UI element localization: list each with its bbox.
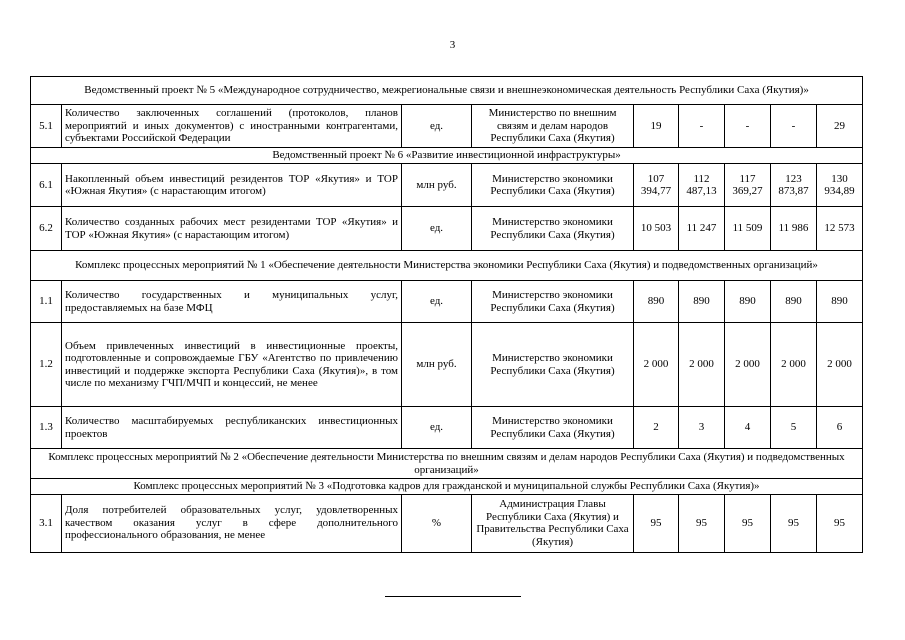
indicator-name: Доля потребителей образовательных услуг, удовлетворенных качеством оказания услуг в сфере дополнительного профессионального образования, не менее bbox=[62, 494, 402, 552]
value-cell: 2 000 bbox=[771, 323, 817, 407]
value-cell: - bbox=[679, 105, 725, 148]
section-title: Ведомственный проект № 5 «Международное сотрудничество, межрегиональные связи и внешнеэкономическая деятельность Республики Саха (Якутия)» bbox=[31, 77, 863, 105]
section-title: Комплекс процессных мероприятий № 3 «Подготовка кадров для гражданской и муниципальной службы Республики Саха (Якутия)» bbox=[31, 479, 863, 495]
value-cell: 890 bbox=[817, 281, 863, 323]
table-row bbox=[31, 164, 863, 207]
row-number: 1.3 bbox=[31, 407, 62, 449]
row-number: 1.2 bbox=[31, 323, 62, 407]
value-cell: 29 bbox=[817, 105, 863, 148]
unit-of-measure: ед. bbox=[402, 207, 472, 251]
value-cell: 95 bbox=[817, 494, 863, 552]
row-number: 6.2 bbox=[31, 207, 62, 251]
unit-of-measure: % bbox=[402, 494, 472, 552]
value-cell: - bbox=[725, 105, 771, 148]
responsible-body: Администрация Главы Республики Саха (Якутия) и Правительства Республики Саха (Якутия) bbox=[472, 494, 634, 552]
value-cell: 2 000 bbox=[679, 323, 725, 407]
value-cell: 5 bbox=[771, 407, 817, 449]
indicator-name: Объем привлеченных инвестиций в инвестиционные проекты, подготовленные и сопровождаемые ГБУ «Агентство по привлечению инвестиций и поддержке экспорта Республики Саха (Якутия)», в том числе по механизму ГЧП/МЧП и концессий, не менее bbox=[62, 323, 402, 407]
value-cell: 123 873,87 bbox=[771, 164, 817, 207]
value-cell: 95 bbox=[771, 494, 817, 552]
row-number: 5.1 bbox=[31, 105, 62, 148]
indicator-name: Количество заключенных соглашений (протоколов, планов мероприятий и иных документов) с иностранными контрагентами, субъектами Российской Федерации bbox=[62, 105, 402, 148]
value-cell: 890 bbox=[679, 281, 725, 323]
value-cell: 6 bbox=[817, 407, 863, 449]
section-row bbox=[31, 449, 863, 479]
value-cell: 2 000 bbox=[634, 323, 679, 407]
unit-of-measure: млн руб. bbox=[402, 164, 472, 207]
table-row bbox=[31, 323, 863, 407]
value-cell: 11 509 bbox=[725, 207, 771, 251]
value-cell: 11 986 bbox=[771, 207, 817, 251]
footer-separator-line bbox=[385, 596, 521, 597]
value-cell: 2 000 bbox=[817, 323, 863, 407]
section-row bbox=[31, 479, 863, 495]
section-title: Комплекс процессных мероприятий № 1 «Обеспечение деятельности Министерства экономики Республики Саха (Якутия) и подведомственных организаций» bbox=[31, 251, 863, 281]
responsible-body: Министерство по внешним связям и делам народов Республики Саха (Якутия) bbox=[472, 105, 634, 148]
row-number: 1.1 bbox=[31, 281, 62, 323]
table-row bbox=[31, 281, 863, 323]
value-cell: 107 394,77 bbox=[634, 164, 679, 207]
table-row bbox=[31, 105, 863, 148]
value-cell: 2 000 bbox=[725, 323, 771, 407]
table-row bbox=[31, 407, 863, 449]
value-cell: 3 bbox=[679, 407, 725, 449]
value-cell: 95 bbox=[634, 494, 679, 552]
table-row bbox=[31, 494, 863, 552]
responsible-body: Министерство экономики Республики Саха (Якутия) bbox=[472, 407, 634, 449]
value-cell: 2 bbox=[634, 407, 679, 449]
responsible-body: Министерство экономики Республики Саха (Якутия) bbox=[472, 281, 634, 323]
value-cell: 112 487,13 bbox=[679, 164, 725, 207]
value-cell: 130 934,89 bbox=[817, 164, 863, 207]
value-cell: 117 369,27 bbox=[725, 164, 771, 207]
indicators-table bbox=[30, 76, 863, 553]
section-row bbox=[31, 251, 863, 281]
section-title: Ведомственный проект № 6 «Развитие инвестиционной инфраструктуры» bbox=[31, 148, 863, 164]
unit-of-measure: ед. bbox=[402, 281, 472, 323]
unit-of-measure: ед. bbox=[402, 105, 472, 148]
row-number: 6.1 bbox=[31, 164, 62, 207]
value-cell: 95 bbox=[679, 494, 725, 552]
value-cell: 890 bbox=[634, 281, 679, 323]
value-cell: 890 bbox=[771, 281, 817, 323]
section-row bbox=[31, 148, 863, 164]
indicator-name: Количество масштабируемых республиканских инвестиционных проектов bbox=[62, 407, 402, 449]
value-cell: 11 247 bbox=[679, 207, 725, 251]
section-title: Комплекс процессных мероприятий № 2 «Обеспечение деятельности Министерства по внешним связям и делам народов Республики Саха (Якутия) и подведомственных организаций» bbox=[31, 449, 863, 479]
table-row bbox=[31, 207, 863, 251]
value-cell: - bbox=[771, 105, 817, 148]
value-cell: 95 bbox=[725, 494, 771, 552]
unit-of-measure: млн руб. bbox=[402, 323, 472, 407]
unit-of-measure: ед. bbox=[402, 407, 472, 449]
value-cell: 10 503 bbox=[634, 207, 679, 251]
page-number: 3 bbox=[449, 39, 456, 51]
indicator-name: Накопленный объем инвестиций резидентов ТОР «Якутия» и ТОР «Южная Якутия» (с нарастающим итогом) bbox=[62, 164, 402, 207]
indicator-name: Количество государственных и муниципальных услуг, предоставляемых на базе МФЦ bbox=[62, 281, 402, 323]
responsible-body: Министерство экономики Республики Саха (Якутия) bbox=[472, 164, 634, 207]
value-cell: 19 bbox=[634, 105, 679, 148]
indicator-name: Количество созданных рабочих мест резидентами ТОР «Якутия» и ТОР «Южная Якутия» (с нарастающим итогом) bbox=[62, 207, 402, 251]
row-number: 3.1 bbox=[31, 494, 62, 552]
value-cell: 12 573 bbox=[817, 207, 863, 251]
value-cell: 4 bbox=[725, 407, 771, 449]
responsible-body: Министерство экономики Республики Саха (Якутия) bbox=[472, 207, 634, 251]
value-cell: 890 bbox=[725, 281, 771, 323]
section-row bbox=[31, 77, 863, 105]
responsible-body: Министерство экономики Республики Саха (Якутия) bbox=[472, 323, 634, 407]
